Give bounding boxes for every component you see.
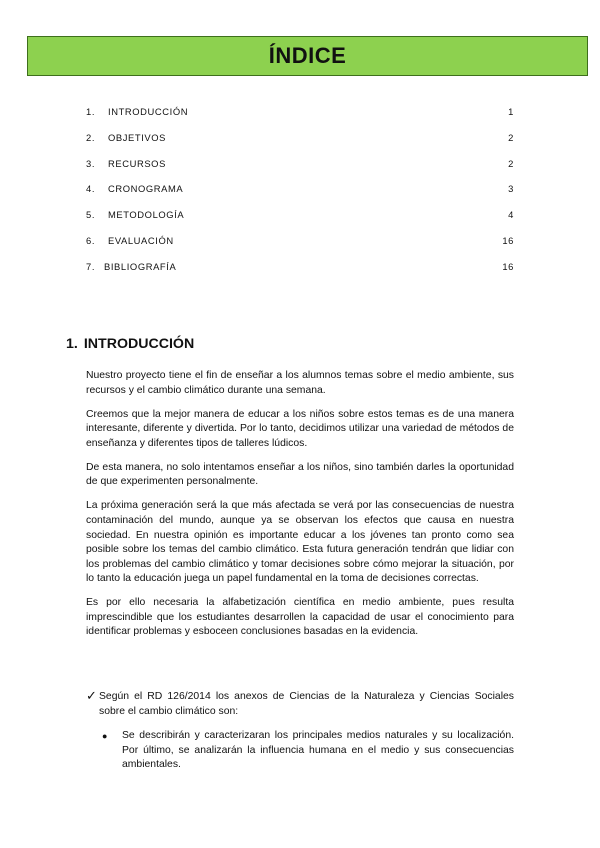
toc-entry[interactable] bbox=[86, 235, 514, 261]
toc-entry[interactable] bbox=[86, 209, 514, 235]
toc-entry[interactable] bbox=[86, 158, 514, 184]
toc-entry-label: RECURSOS bbox=[108, 157, 166, 169]
toc-entry[interactable] bbox=[86, 132, 514, 158]
bullet-icon: ● bbox=[102, 731, 108, 741]
section-title: INTRODUCCIÓN bbox=[83, 336, 195, 352]
toc-entry[interactable] bbox=[86, 261, 514, 287]
section-heading bbox=[66, 336, 194, 352]
index-title: ÍNDICE bbox=[268, 43, 347, 68]
toc-entry[interactable] bbox=[86, 106, 514, 132]
toc-entry-page: 1 bbox=[508, 106, 514, 117]
index-banner bbox=[27, 36, 588, 76]
toc-entry-page: 2 bbox=[508, 157, 514, 169]
toc-entry-label: INTRODUCCIÓN bbox=[108, 106, 189, 117]
bullet-list-item-text: Se describirán y caracterizaran los principales medios naturales y su localización. Por último, se analizarán la influencia humana en el medio y sus consecuencias ambientales. bbox=[122, 730, 514, 771]
paragraph: Nuestro proyecto tiene el fin de enseñar a los alumnos temas sobre el medio ambiente, sus recursos y el cambio climático durante una semana. bbox=[86, 370, 514, 396]
table-of-contents bbox=[86, 106, 514, 287]
toc-entry-page: 2 bbox=[508, 131, 514, 143]
toc-entry-label: OBJETIVOS bbox=[108, 131, 167, 143]
toc-entry-number: 4. bbox=[86, 183, 96, 195]
toc-entry-page: 3 bbox=[508, 183, 514, 195]
paragraph: Es por ello necesaria la alfabetización científica en medio ambiente, pues resulta imprescindible que los estudiantes desarrollen la capacidad de usar el conocimiento para identificar problemas y esboceen conclusiones basadas en la evidencia. bbox=[86, 597, 514, 638]
checkmark-icon: ✓ bbox=[86, 688, 97, 703]
toc-entry-number: 6. bbox=[86, 234, 96, 246]
toc-entry-number: 3. bbox=[86, 157, 96, 169]
toc-entry-label: BIBLIOGRAFÍA bbox=[104, 260, 177, 272]
toc-entry-number: 5. bbox=[86, 209, 96, 221]
toc-entry-number: 2. bbox=[86, 131, 96, 143]
bullet-list-item bbox=[102, 729, 514, 773]
toc-entry-page: 16 bbox=[502, 260, 514, 272]
toc-entry-number: 1. bbox=[86, 106, 96, 117]
section-body bbox=[86, 369, 514, 649]
toc-entry[interactable] bbox=[86, 183, 514, 209]
toc-entry-label: METODOLOGÍA bbox=[108, 209, 185, 221]
check-list-item bbox=[86, 690, 514, 719]
paragraph: La próxima generación será la que más afectada se verá por las consecuencias de nuestra contaminación del mundo, aunque ya se observan los efectos que causa en nuestra sociedad. En nuestra opinión es importante educar a los jóvenes tan pronto como sea posible sobre los temas del cambio climático. Esta futura generación tendrán que lidiar con los problemas del cambio climático y tomar decisiones sobre cómo mejorar la situación, por lo tanto la educación juega un papel fundamental en la toma de decisiones correctas. bbox=[86, 500, 514, 585]
toc-entry-number: 7. bbox=[86, 260, 96, 272]
toc-entry-label: EVALUACIÓN bbox=[108, 234, 174, 246]
paragraph: Creemos que la mejor manera de educar a los niños sobre estos temas es de una manera interesante, diferente y divertida. Por lo tanto, decidimos utilizar una variedad de métodos de enseñanza y diferentes tipos de talleres lúdicos. bbox=[86, 408, 514, 449]
check-list-item-text: Según el RD 126/2014 los anexos de Ciencias de la Naturaleza y Ciencias Sociales sobre el cambio climático son: bbox=[99, 691, 514, 717]
paragraph: De esta manera, no solo intentamos enseñar a los niños, sino también darles la oportunidad de que experimenten personalmente. bbox=[86, 461, 514, 488]
toc-entry-page: 16 bbox=[502, 234, 514, 246]
toc-entry-page: 4 bbox=[508, 209, 514, 221]
section-number: 1. bbox=[66, 336, 78, 352]
toc-entry-label: CRONOGRAMA bbox=[108, 183, 184, 195]
